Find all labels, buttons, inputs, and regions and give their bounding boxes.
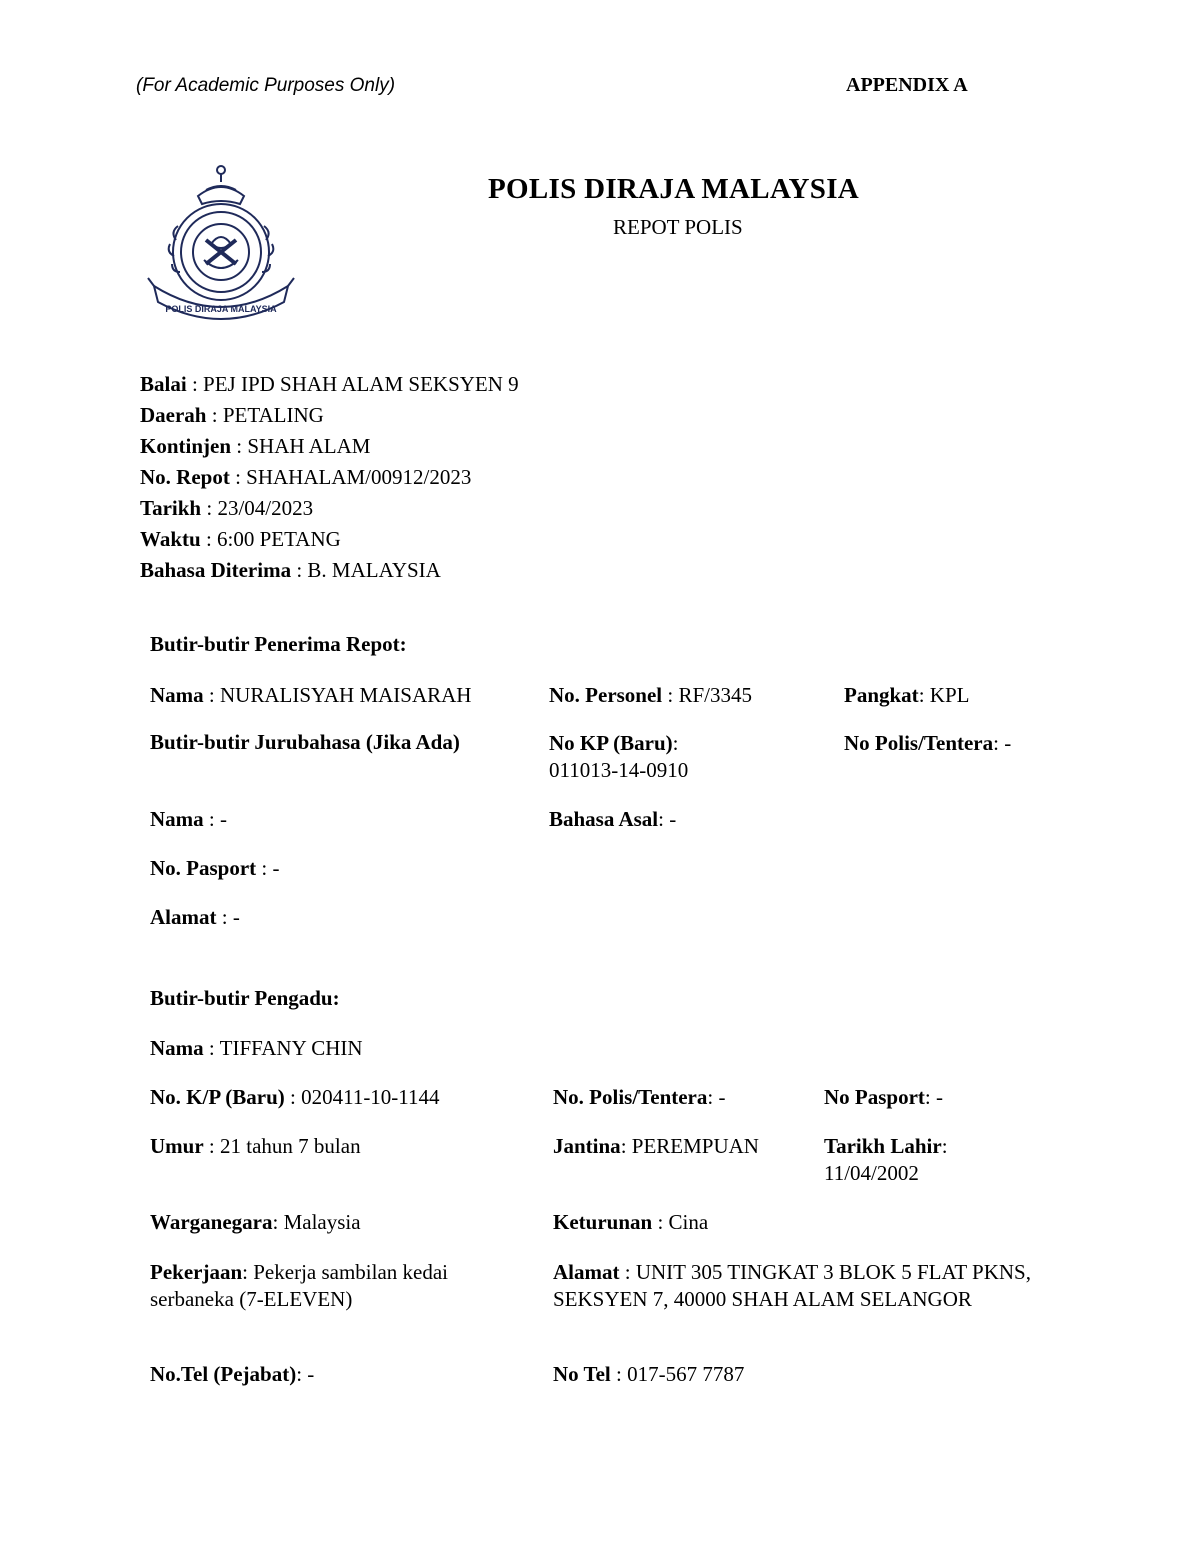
field-pengadu-umur: Umur : 21 tahun 7 bulan bbox=[150, 1134, 361, 1158]
pdrm-crest-icon bbox=[146, 160, 296, 330]
field-daerah: Daerah : PETALING bbox=[140, 403, 324, 427]
section-penerima-heading: Butir-butir Penerima Repot: bbox=[150, 632, 407, 656]
field-penerima-pangkat: Pangkat: KPL bbox=[844, 683, 970, 707]
field-pengadu-warganegara: Warganegara: Malaysia bbox=[150, 1210, 361, 1234]
field-penerima-personel: No. Personel : RF/3345 bbox=[549, 683, 753, 707]
field-jurubahasa-bahasa-asal: Bahasa Asal: - bbox=[549, 807, 677, 831]
field-pengadu-polis: No. Polis/Tentera: - bbox=[553, 1085, 726, 1109]
appendix-label: APPENDIX A bbox=[846, 74, 968, 96]
agency-title: POLIS DIRAJA MALAYSIA bbox=[488, 173, 860, 205]
field-pengadu-jantina: Jantina: PEREMPUAN bbox=[553, 1134, 759, 1158]
field-jurubahasa-alamat: Alamat : - bbox=[150, 905, 240, 929]
field-pengadu-tel-pejabat: No.Tel (Pejabat): - bbox=[150, 1362, 315, 1386]
academic-note: (For Academic Purposes Only) bbox=[136, 75, 396, 96]
field-penerima-nama: Nama : NURALISYAH MAISARAH bbox=[150, 683, 472, 707]
field-jurubahasa-nokp: No KP (Baru): 011013-14-0910 bbox=[549, 731, 689, 782]
field-pengadu-pekerjaan: Pekerjaan: Pekerja sambilan kedai serbaneka (7-ELEVEN) bbox=[150, 1260, 449, 1311]
field-waktu: Waktu : 6:00 PETANG bbox=[140, 527, 341, 551]
field-bahasa-diterima: Bahasa Diterima : B. MALAYSIA bbox=[140, 558, 441, 582]
field-pengadu-pasport: No Pasport: - bbox=[824, 1085, 944, 1109]
field-balai: Balai : PEJ IPD SHAH ALAM SEKSYEN 9 bbox=[140, 372, 519, 396]
field-pengadu-nama: Nama : TIFFANY CHIN bbox=[150, 1036, 363, 1060]
field-jurubahasa-nama: Nama : - bbox=[150, 807, 228, 831]
field-kontinjen: Kontinjen : SHAH ALAM bbox=[140, 434, 371, 458]
field-pengadu-tarikh-lahir: Tarikh Lahir: 11/04/2002 bbox=[824, 1134, 948, 1185]
field-pengadu-nokp: No. K/P (Baru) : 020411-10-1144 bbox=[150, 1085, 440, 1109]
field-pengadu-alamat: Alamat : UNIT 305 TINGKAT 3 BLOK 5 FLAT PKNS, SEKSYEN 7, 40000 SHAH ALAM SELANGOR bbox=[553, 1260, 1031, 1311]
section-pengadu-heading: Butir-butir Pengadu: bbox=[150, 986, 340, 1010]
section-jurubahasa-heading: Butir-butir Jurubahasa (Jika Ada) bbox=[150, 730, 460, 754]
report-subtitle: REPOT POLIS bbox=[613, 215, 743, 239]
svg-text:POLIS DIRAJA MALAYSIA: POLIS DIRAJA MALAYSIA bbox=[165, 304, 277, 314]
field-jurubahasa-pasport: No. Pasport : - bbox=[150, 856, 280, 880]
field-pengadu-keturunan: Keturunan : Cina bbox=[553, 1210, 709, 1234]
field-tarikh: Tarikh : 23/04/2023 bbox=[140, 496, 314, 520]
field-pengadu-tel: No Tel : 017-567 7787 bbox=[553, 1362, 745, 1386]
pdrm-logo bbox=[146, 160, 296, 335]
field-jurubahasa-polis: No Polis/Tentera: - bbox=[844, 731, 1012, 755]
field-no-repot: No. Repot : SHAHALAM/00912/2023 bbox=[140, 465, 472, 489]
